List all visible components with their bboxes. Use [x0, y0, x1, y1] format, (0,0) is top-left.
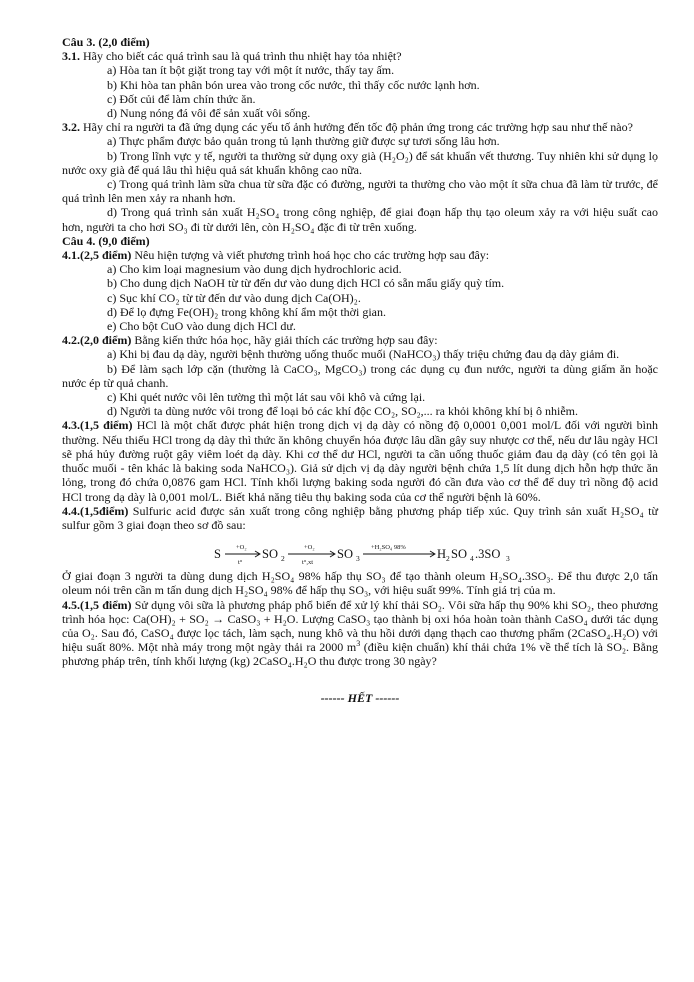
section-4-5-sup: 3 [356, 639, 361, 649]
section-4-3-text: HCl là một chất được phát hiện trong dịch vị dạ dày có nồng độ 0,0001 0,001 mol/L đối với người bình thường. Nếu thiếu HCl trong dạ dày thì thức ăn không chuyển hóa được lâu dần gây suy nhược cơ thể, nếu dư lâu ngày HCl sẽ phá hủy đường ruột gây viêm loét dạ dày. Khi cơ thể dư HCl, người ta cần uống thuốc giảm đau dạ dày (có tên gọi là thuốc muối - tên khác là baking soda NaHCO₃). Giả sử dịch vị dạ dày người bệnh chứa 1,5 lít dung dịch hỗn hợp thức ăn lỏng, trong đó chứa 0,0876 gam HCl. Tính khối lượng baking soda người đó cần đưa vào cơ thể để duy trì nồng độ acid HCl trong dạ dày là 0,001 mol/L. Biết khả năng tiêu thụ baking soda của cơ thể người bệnh là 60%. [62, 418, 658, 504]
item-4-1-d: d) Để lọ đựng Fe(OH)₂ trong không khí ẩm một thời gian. [107, 304, 386, 319]
scheme-oleum-h: H [437, 547, 447, 562]
section-4-5-text-2: (điều kiện chuẩn) khí thải chứa 1% về thể tích là SO₂. Bằng phương pháp trên, tính khối lượng (kg) 2CaSO₄.H₂O thu được trong 30 ngày? [62, 640, 658, 669]
item-3-1-b: b) Khi hòa tan phân bón urea vào trong cốc nước, thì thấy cốc nước lạnh hơn. [107, 77, 480, 92]
item-3-1-d: d) Nung nóng đá vôi để sản xuất vôi sống. [107, 106, 311, 121]
section-4-1 [62, 248, 658, 262]
question-3-title: Câu 3. (2,0 điểm) [62, 35, 150, 49]
item-4-1-a: a) Cho kim loại magnesium vào dung dịch hydrochloric acid. [107, 262, 402, 277]
item-4-2-c: c) Khi quét nước vôi lên tường thì một lát sau vôi khô và cứng lại. [107, 390, 426, 405]
item-4-1-e: e) Cho bột CuO vào dung dịch HCl dư. [107, 319, 296, 334]
section-3-2-label: 3.2. [62, 120, 80, 135]
item-3-1-a: a) Hòa tan ít bột giặt trong tay với một ít nước, thấy tay ấm. [107, 63, 395, 78]
item-3-2-c: c) Trong quá trình làm sữa chua từ sữa đặc có đường, người ta thường cho vào một ít sữa chua đã làm từ trước, để quá trình lên men xảy ra nhanh hơn. [62, 177, 658, 206]
item-3-2-a: a) Thực phẩm được bảo quản trong tủ lạnh thường giữ được sự tươi sống lâu hơn. [107, 134, 500, 149]
reaction-scheme-svg [62, 535, 658, 569]
section-3-1-text: Hãy cho biết các quá trình sau là quá trình thu nhiệt hay tỏa nhiệt? [80, 49, 402, 64]
scheme-oleum-so: SO [451, 547, 467, 562]
reaction-scheme [62, 535, 658, 569]
section-4-5 [62, 598, 658, 669]
scheme-arrow-1-top: +O₂ [236, 544, 247, 552]
item-4-2-d: d) Người ta dùng nước vôi trong để loại bỏ các khí độc CO₂, SO₂,... ra khỏi không khí bị ô nhiễm. [107, 404, 578, 419]
scheme-arrow-1-bottom: t° [238, 559, 243, 567]
item-4-1-c: c) Sục khí CO₂ từ từ đến dư vào dung dịch Ca(OH)₂. [107, 290, 361, 305]
scheme-so3-sub: 3 [356, 554, 360, 564]
scheme-oleum-h-sub: 2 [446, 554, 450, 564]
section-4-4-text: Sulfuric acid được sản xuất trong công nghiệp bằng phương pháp tiếp xúc. Quy trình sản xuất H₂SO₄ từ sulfur gồm 3 giai đoạn theo sơ đồ sau: [62, 503, 658, 532]
item-4-2-a: a) Khi bị đau dạ dày, người bệnh thường uống thuốc muối (NaHCO₃) thấy triệu chứng đau dạ dày giảm đi. [107, 347, 620, 362]
scheme-oleum-3so-sub: 3 [506, 554, 510, 564]
section-4-4 [62, 504, 658, 532]
section-4-5-text-1: Sử dụng vôi sữa là phương pháp phổ biến để xử lý khí thải SO₂. Vôi sữa hấp thụ 90% khi SO₂, theo phương trình hóa học: Ca(OH)₂ + SO₂ → CaSO₃ + H₂O. Lượng CaSO₃ tạo thành bị oxi hóa hoàn toàn thành CaSO₄ dưới tác dụng của O₂. Sau đó, CaSO₄ được lọc tách, làm sạch, nung khô và thu hồi dưới dạng thạch cao thương phẩm (2CaSO₄.H₂O) với hiệu suất 80%. Một nhà máy trong một ngày thải ra 2000 m [62, 597, 658, 655]
scheme-arrow-2-bottom: t°,xt [302, 559, 314, 567]
section-3-2 [62, 120, 658, 134]
section-3-1 [62, 49, 658, 63]
section-4-1-label: 4.1.(2,5 điểm) [62, 248, 132, 263]
question-4-title: Câu 4. (9,0 điểm) [62, 233, 150, 248]
section-4-2 [62, 333, 658, 347]
section-3-2-text: Hãy chỉ ra người ta đã ứng dụng các yếu tố ảnh hưởng đến tốc độ phản ứng trong các trường hợp sau như thế nào? [80, 120, 633, 135]
item-4-1-b: b) Cho dung dịch NaOH từ từ đến dư vào dung dịch HCl có sẵn mẩu giấy quỳ tím. [107, 276, 505, 291]
section-4-3 [62, 418, 658, 503]
item-3-1-c: c) Đốt củi để làm chín thức ăn. [107, 91, 256, 106]
scheme-oleum-so-sub: 4 [470, 554, 474, 564]
section-4-2-text: Bằng kiến thức hóa học, hãy giải thích các trường hợp sau đây: [131, 333, 438, 348]
item-3-2-d: d) Trong quá trình sản xuất H₂SO₄ trong công nghiệp, để giai đoạn hấp thụ tạo oleum xảy ra với hiệu suất cao hơn, người ta cho hơi SO₃ đi từ dưới lên, còn H₂SO₄ đặc đi từ trên xuống. [62, 205, 658, 234]
exam-content [62, 35, 658, 705]
section-4-3-label: 4.3.(1,5 điểm) [62, 418, 133, 433]
scheme-arrow-2-top: +O₂ [304, 544, 315, 552]
scheme-sulfur: S [214, 547, 221, 562]
section-4-4-after: Ở giai đoạn 3 người ta dùng dung dịch H₂SO₄ 98% hấp thụ SO₃ để tạo thành oleum H₂SO₄.3SO₃. Để thu được 2,0 tấn oleum nói trên cần m tấn dung dịch H₂SO₄ 98% để hấp thụ SO₃, với hiệu suất 99%. Tính giá trị của m. [62, 569, 658, 598]
section-3-1-label: 3.1. [62, 49, 80, 64]
end-marker: ------ HẾT ------ [320, 690, 400, 705]
section-4-1-text: Nêu hiện tượng và viết phương trình hoá học cho các trường hợp sau đây: [131, 248, 490, 263]
section-4-4-label: 4.4.(1,5điểm) [62, 503, 129, 518]
scheme-arrow-3-top: +H₂SO₄ 98% [371, 544, 406, 552]
scheme-so2-sub: 2 [281, 554, 285, 564]
item-3-2-b: b) Trong lĩnh vực y tế, người ta thường sử dụng oxy già (H₂O₂) để sát khuẩn vết thương. Tuy nhiên khi sử dụng lọ nước oxy già để quá lâu thì hiệu quả sát khuẩn không cao nữa. [62, 148, 658, 177]
item-4-2-b: b) Để làm sạch lớp cặn (thường là CaCO₃, MgCO₃) trong các dụng cụ đun nước, người ta dùng giấm ăn hoặc nước ép từ quả chanh. [62, 361, 658, 390]
scheme-so2: SO [262, 547, 278, 562]
section-4-2-label: 4.2.(2,0 điểm) [62, 333, 132, 348]
scheme-oleum-3so: .3SO [475, 547, 501, 562]
section-4-5-label: 4.5.(1,5 điểm) [62, 597, 132, 612]
scheme-so3: SO [337, 547, 353, 562]
